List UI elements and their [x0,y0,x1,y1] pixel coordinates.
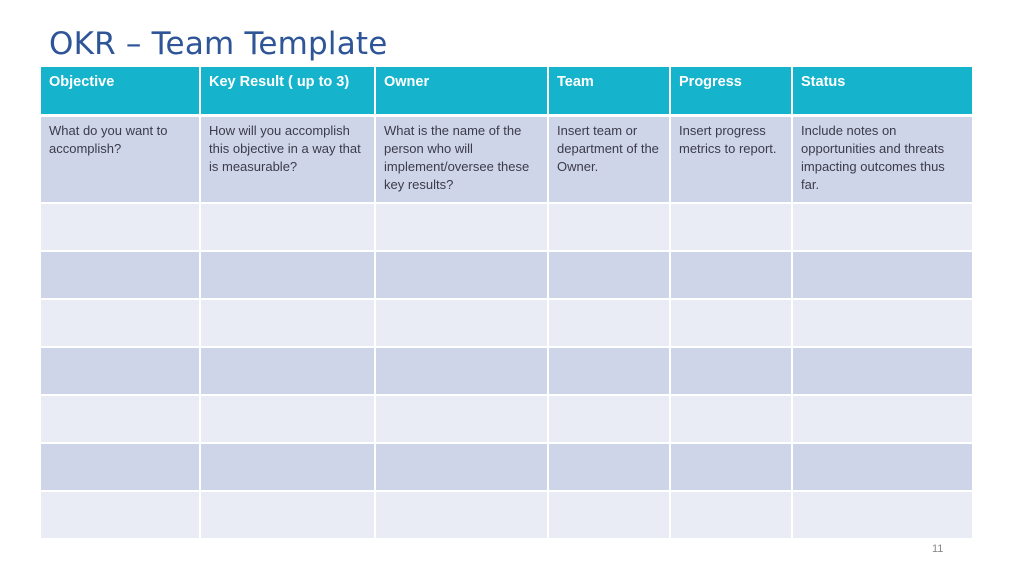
header-key-result: Key Result ( up to 3) [200,67,375,115]
table-cell[interactable] [200,443,375,491]
table-row [41,299,972,347]
table-cell[interactable] [200,395,375,443]
table-row [41,443,972,491]
table-cell[interactable] [375,347,548,395]
table-cell[interactable] [375,203,548,251]
table-cell[interactable] [41,299,200,347]
table-cell[interactable] [670,491,792,539]
table-cell[interactable] [548,251,670,299]
slide-title: OKR – Team Template [49,26,388,62]
table-cell[interactable] [792,443,972,491]
table-cell[interactable]: Include notes on opportunities and threats impacting outcomes thus far. [792,115,972,203]
table-cell[interactable]: Insert team or department of the Owner. [548,115,670,203]
table-cell[interactable]: Insert progress metrics to report. [670,115,792,203]
okr-table [41,67,972,540]
table-row [41,491,972,539]
table-cell[interactable] [792,347,972,395]
table-row [41,347,972,395]
table-cell[interactable]: How will you accomplish this objective in a way that is measurable? [200,115,375,203]
table-cell[interactable] [375,251,548,299]
table-cell[interactable] [792,491,972,539]
table-cell[interactable] [200,347,375,395]
table-header-row [41,67,972,115]
table-cell[interactable] [375,299,548,347]
table-cell[interactable] [792,203,972,251]
table-cell[interactable] [670,443,792,491]
table-cell[interactable] [792,395,972,443]
table-cell[interactable] [670,395,792,443]
table-cell[interactable] [41,347,200,395]
table-cell[interactable] [200,251,375,299]
header-objective: Objective [41,67,200,115]
table-cell[interactable] [792,299,972,347]
table-cell[interactable] [792,251,972,299]
table-cell[interactable] [375,395,548,443]
table-cell[interactable] [200,491,375,539]
table-row [41,115,972,203]
table-cell[interactable] [200,203,375,251]
table-cell[interactable] [670,347,792,395]
table-cell[interactable] [548,395,670,443]
table-cell[interactable] [41,395,200,443]
header-team: Team [548,67,670,115]
table-cell[interactable] [670,299,792,347]
table-cell[interactable]: What do you want to accomplish? [41,115,200,203]
table-cell[interactable] [548,443,670,491]
table-cell[interactable] [670,251,792,299]
page-number: 11 [932,543,944,555]
table-cell[interactable] [41,491,200,539]
table-cell[interactable] [548,299,670,347]
table-cell[interactable] [670,203,792,251]
header-status: Status [792,67,972,115]
table-row [41,395,972,443]
table-row [41,251,972,299]
table-cell[interactable] [41,443,200,491]
table-cell[interactable] [41,251,200,299]
table-cell[interactable] [375,491,548,539]
table-cell[interactable] [41,203,200,251]
header-progress: Progress [670,67,792,115]
table-cell[interactable] [548,347,670,395]
table-row [41,203,972,251]
header-owner: Owner [375,67,548,115]
table-cell[interactable] [200,299,375,347]
table-cell[interactable]: What is the name of the person who will implement/oversee these key results? [375,115,548,203]
table-cell[interactable] [375,443,548,491]
table-cell[interactable] [548,203,670,251]
table-cell[interactable] [548,491,670,539]
